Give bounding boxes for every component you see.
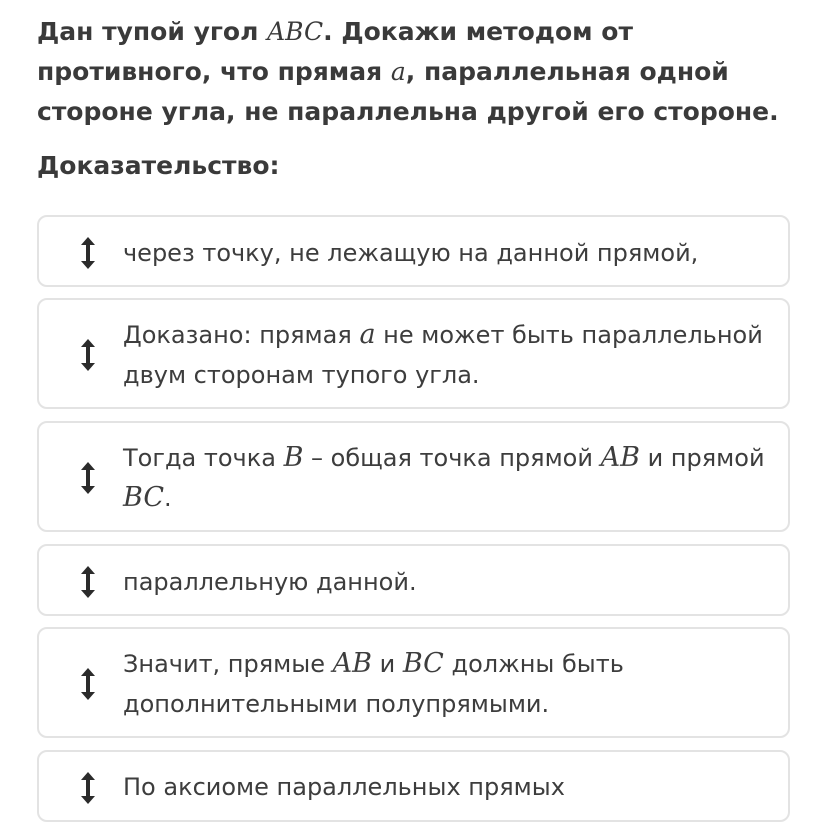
drag-handle-icon[interactable] bbox=[79, 565, 97, 599]
drag-handle-icon[interactable] bbox=[79, 667, 97, 701]
proof-step-card[interactable] bbox=[37, 750, 790, 822]
proof-step-text: По аксиоме параллельных прямых bbox=[123, 773, 565, 801]
proof-step-text: параллельную данной. bbox=[123, 568, 417, 596]
drag-handle-icon[interactable] bbox=[79, 338, 97, 372]
task-text-1: Дан тупой угол bbox=[37, 17, 268, 46]
proof-label: Доказательство: bbox=[37, 151, 280, 180]
proof-step-text: Значит, прямые AB и BC должны быть дополнительными полупрямыми. bbox=[123, 648, 624, 718]
drag-handle-icon[interactable] bbox=[79, 461, 97, 495]
task-math-line: a bbox=[390, 57, 406, 86]
proof-step-card[interactable] bbox=[37, 298, 790, 409]
task-text-3: , параллельная одной стороне угла, не параллельна другой его стороне. bbox=[37, 57, 779, 126]
drag-handle-icon[interactable] bbox=[79, 236, 97, 270]
task-text-2: . Докажи методом от противного, что прямая bbox=[37, 17, 633, 86]
task-math-angle: ABC bbox=[267, 17, 324, 46]
proof-step-card[interactable] bbox=[37, 215, 790, 287]
task-statement bbox=[37, 12, 797, 132]
proof-step-text: Тогда точка B – общая точка прямой AB и прямой BC. bbox=[123, 442, 765, 513]
proof-step-card[interactable] bbox=[37, 627, 790, 738]
proof-step-card[interactable] bbox=[37, 544, 790, 616]
proof-step-text: через точку, не лежащую на данной прямой, bbox=[123, 239, 699, 267]
proof-step-text: Доказано: прямая a не может быть параллельной двум сторонам тупого угла. bbox=[123, 319, 763, 389]
drag-handle-icon[interactable] bbox=[79, 771, 97, 805]
proof-step-card[interactable] bbox=[37, 421, 790, 532]
